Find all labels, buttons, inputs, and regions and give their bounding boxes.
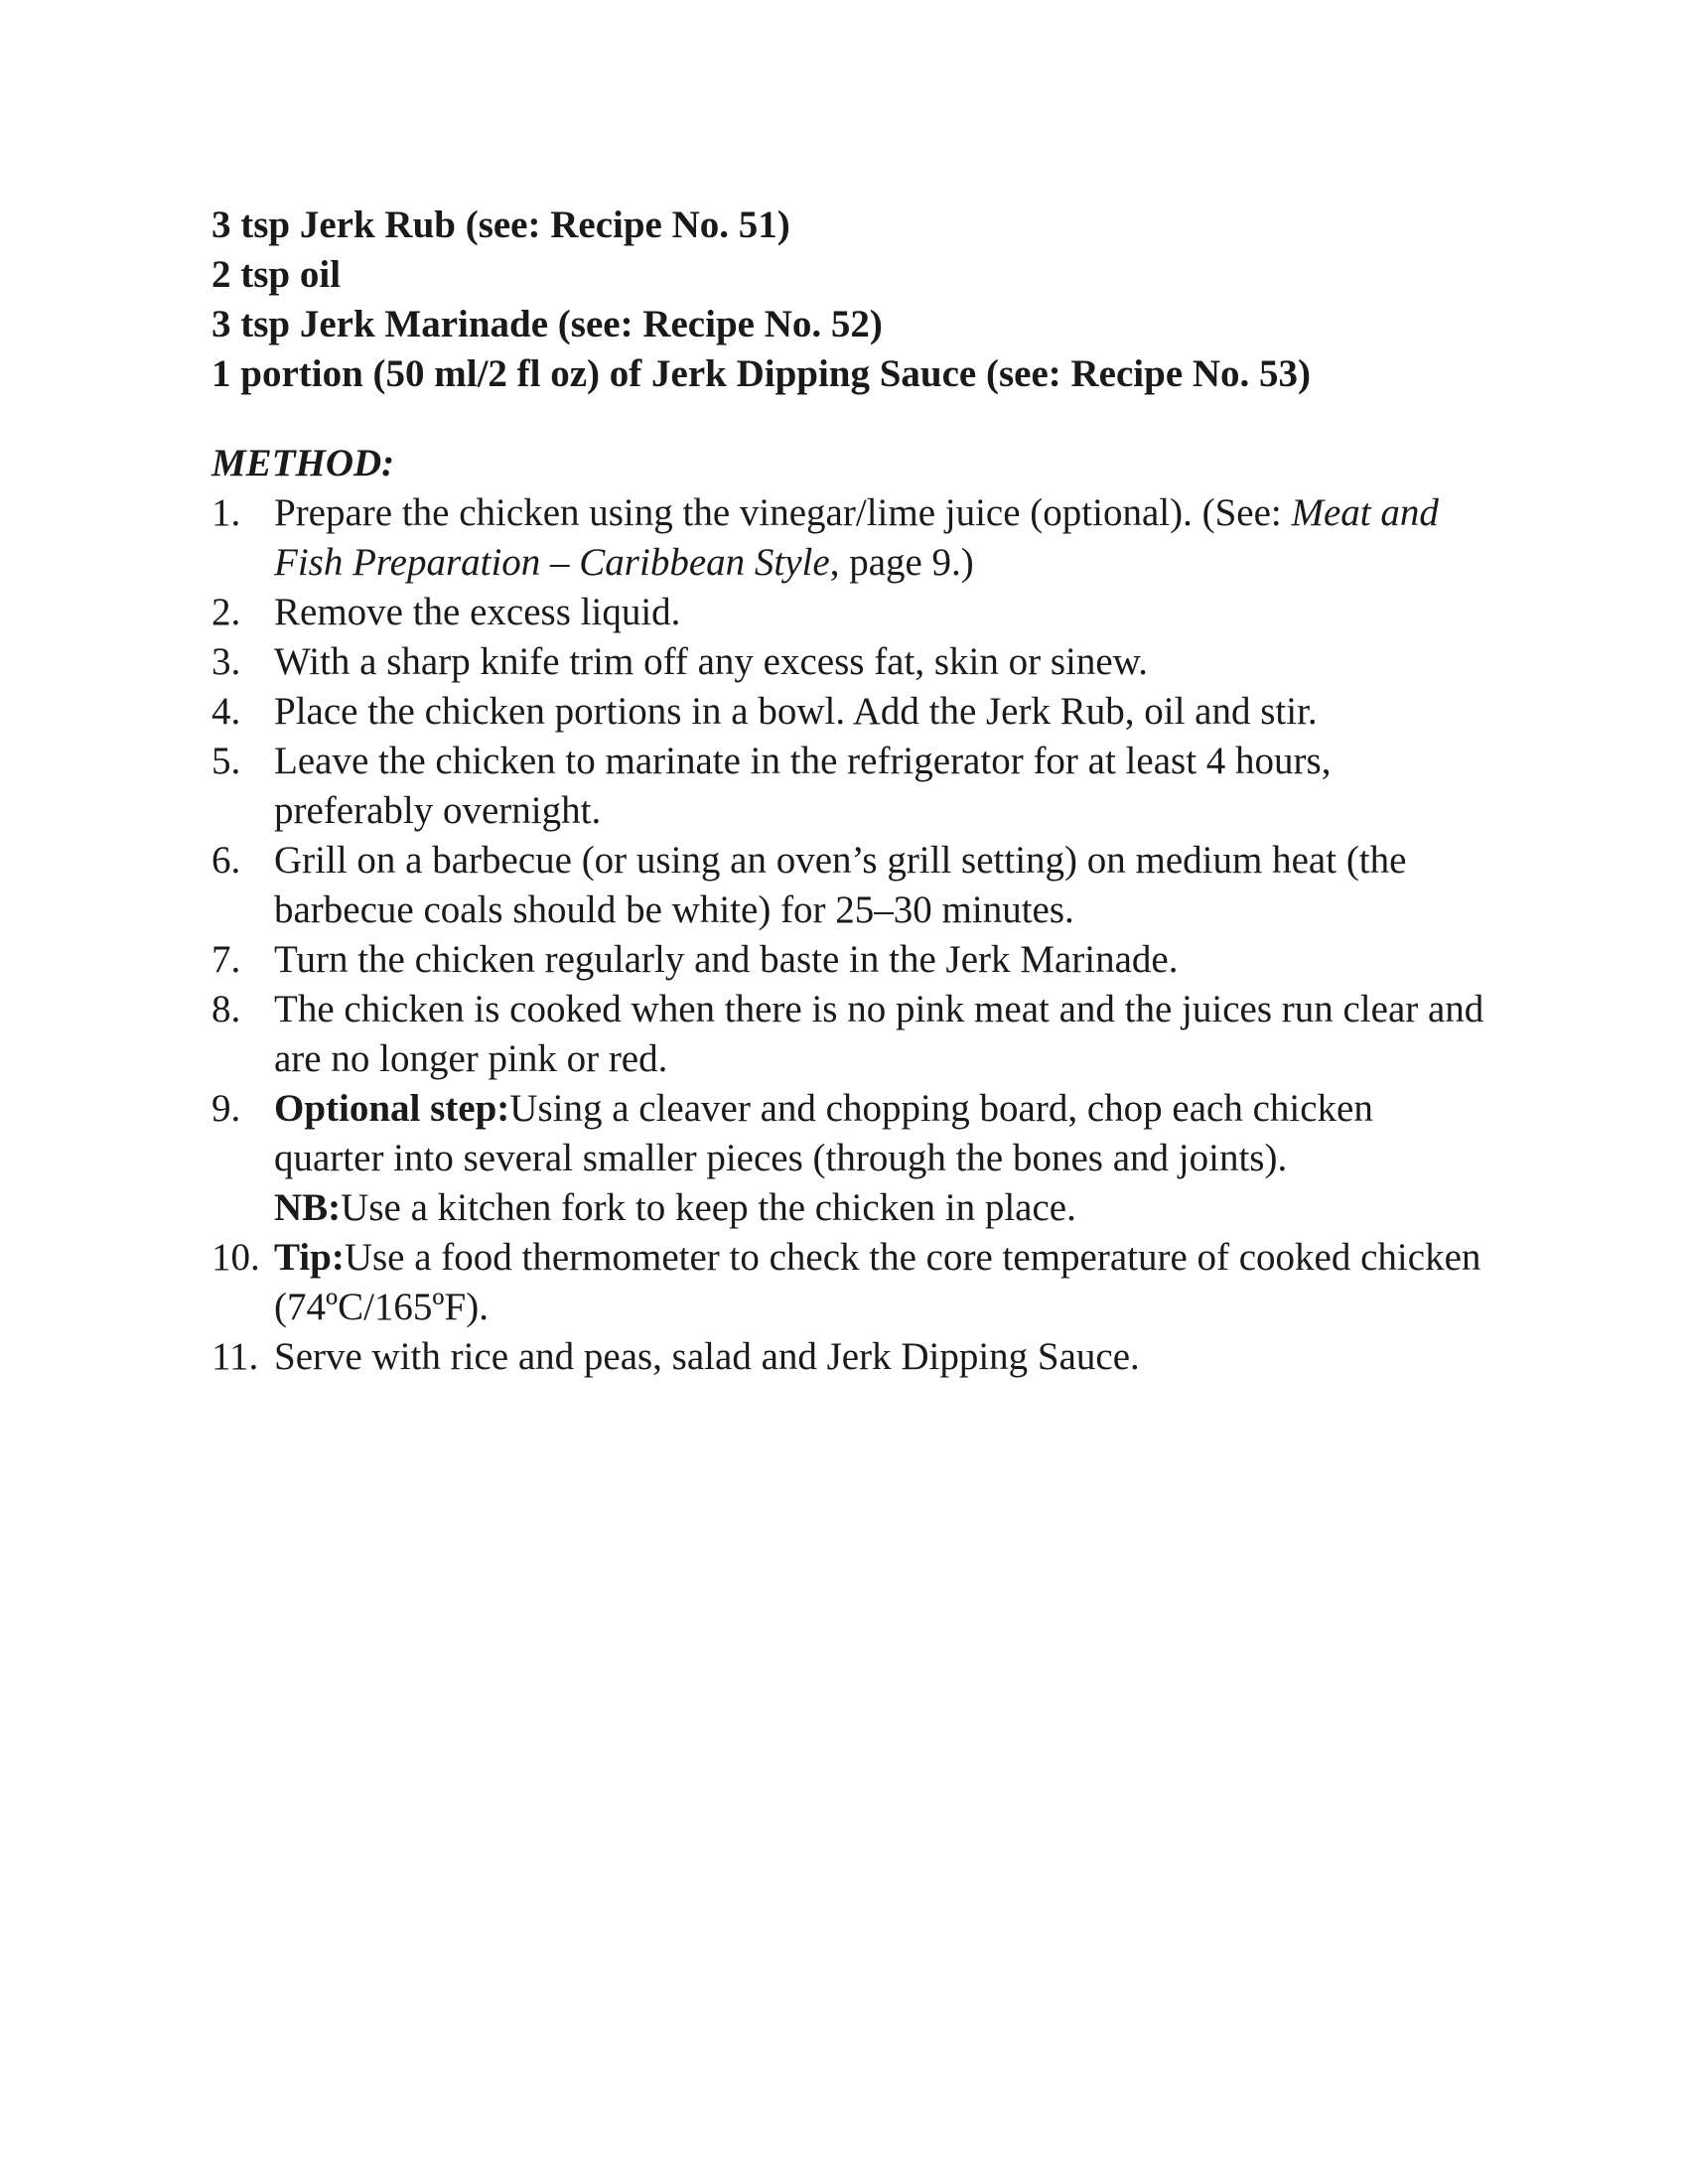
method-step	[211, 488, 1492, 588]
step-number: 11.	[211, 1335, 259, 1378]
ingredient-line: 2 tsp oil	[211, 253, 342, 296]
ingredient-line: 1 portion (50 ml/2 fl oz) of Jerk Dipping Sauce (see: Recipe No. 53)	[211, 352, 1312, 395]
step-text	[274, 1087, 1373, 1229]
step-text-segment: With a sharp knife trim off any excess fat, skin or sinew.	[274, 640, 1149, 683]
step-text-segment: Use a kitchen fork to keep the chicken in place.	[341, 1186, 1076, 1229]
ingredient-line: 3 tsp Jerk Marinade (see: Recipe No. 52)	[211, 303, 883, 345]
step-text-segment: Use a food thermometer to check the core temperature of cooked chicken (74ºC/165ºF).	[274, 1236, 1481, 1328]
method-step	[211, 985, 1492, 1084]
step-number: 3.	[211, 640, 241, 683]
step-number: 1.	[211, 491, 241, 534]
step-text	[274, 988, 1483, 1080]
step-text	[274, 740, 1331, 832]
method-step	[211, 687, 1492, 737]
step-text-segment: Grill on a barbecue (or using an oven’s grill setting) on medium heat (the barbecue coals should be white) for 25–30 minutes.	[274, 839, 1407, 931]
step-text-segment: Place the chicken portions in a bowl. Add the Jerk Rub, oil and stir.	[274, 690, 1318, 733]
step-number: 8.	[211, 988, 241, 1030]
step-number: 7.	[211, 938, 241, 981]
step-text-segment: NB:	[274, 1186, 342, 1229]
step-text	[274, 938, 1178, 981]
method-step	[211, 1084, 1492, 1233]
step-text	[274, 690, 1318, 733]
method-step	[211, 1332, 1492, 1382]
step-number: 6.	[211, 839, 241, 882]
step-text-segment: Tip:	[274, 1236, 345, 1279]
step-text	[274, 591, 680, 633]
step-text-segment: Optional step:	[274, 1087, 510, 1130]
step-text-segment: Meat and Fish Preparation – Caribbean Style	[274, 491, 1439, 584]
step-text-segment: Leave the chicken to marinate in the refrigerator for at least 4 hours, preferably overnight.	[274, 740, 1332, 832]
step-text-segment: , page 9.)	[829, 541, 974, 584]
method-step	[211, 588, 1492, 637]
step-text-segment: Prepare the chicken using the vinegar/lime juice (optional). (See:	[274, 491, 1292, 534]
step-text-segment: Using a cleaver and chopping board, chop each chicken quarter into several smaller pieces (through the bones and joints).	[274, 1087, 1373, 1179]
step-text-segment: Turn the chicken regularly and baste in the Jerk Marinade.	[274, 938, 1179, 981]
step-number: 9.	[211, 1087, 241, 1130]
step-text	[274, 1335, 1140, 1378]
step-text	[274, 1236, 1480, 1328]
step-number: 5.	[211, 740, 241, 782]
method-step	[211, 935, 1492, 985]
method-step	[211, 1233, 1492, 1332]
step-text-segment: Remove the excess liquid.	[274, 591, 681, 633]
ingredient-list	[211, 201, 1502, 399]
step-text	[274, 640, 1148, 683]
step-number: 4.	[211, 690, 241, 733]
method-heading: METHOD:	[211, 442, 395, 484]
step-text-segment: Serve with rice and peas, salad and Jerk Dipping Sauce.	[274, 1335, 1140, 1378]
ingredient-line: 3 tsp Jerk Rub (see: Recipe No. 51)	[211, 204, 790, 246]
step-text	[274, 839, 1406, 931]
step-text-segment: The chicken is cooked when there is no pink meat and the juices run clear and are no longer pink or red.	[274, 988, 1484, 1080]
method-step	[211, 637, 1492, 687]
step-text	[274, 491, 1439, 584]
method-step	[211, 836, 1492, 935]
step-number: 10.	[211, 1236, 260, 1279]
step-number: 2.	[211, 591, 241, 633]
method-steps-list	[211, 488, 1492, 1382]
method-step	[211, 737, 1492, 836]
